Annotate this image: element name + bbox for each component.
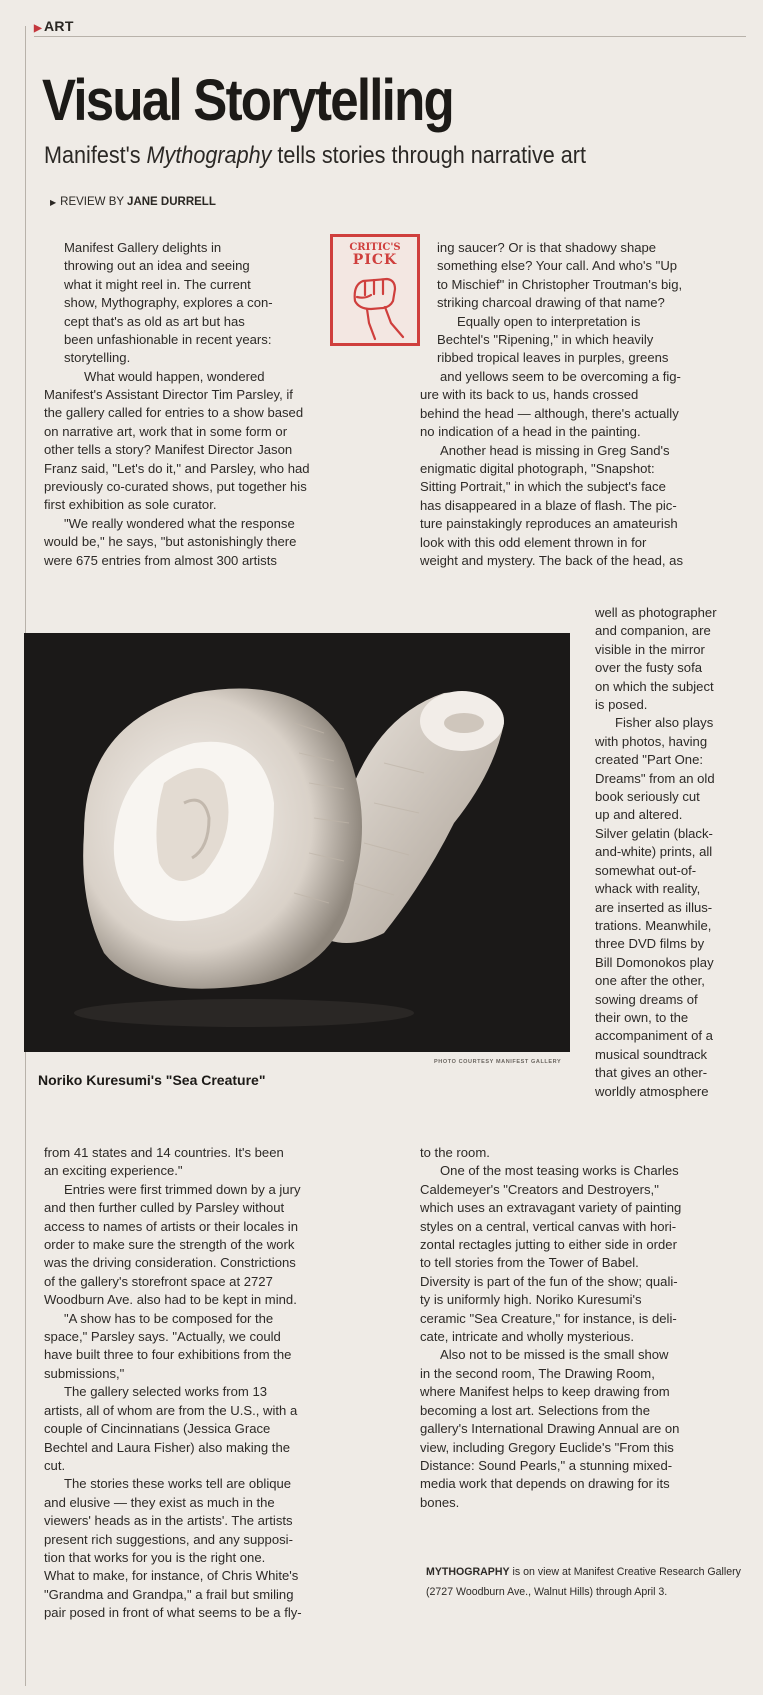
text-line: ty is uniformly high. Noriko Kuresumi's [420, 1292, 642, 1308]
byline [50, 196, 216, 208]
text-line: and companion, are [595, 623, 711, 639]
text-line: Franz said, "Let's do it," and Parsley, who had [44, 460, 310, 476]
text-line: tion that works for you is the right one. [44, 1549, 266, 1565]
badge-line1: CRITIC'S [349, 242, 401, 253]
text-line: from 41 states and 14 countries. It's been [44, 1145, 284, 1160]
text-line: The stories these works tell are oblique [64, 1476, 292, 1492]
text-line: weight and mystery. The back of the head, as [420, 553, 683, 569]
text-line: styles on a central, vertical canvas with hori- [420, 1218, 677, 1234]
text-line: The gallery selected works from 13 [64, 1384, 268, 1400]
byline-author: JANE DURRELL [127, 196, 216, 208]
text-line: ing saucer? Or is that shadowy shape [437, 240, 657, 255]
text-line: Manifest Gallery delights in [64, 240, 222, 255]
text-line: throwing out an idea and seeing [64, 258, 250, 274]
raised-fist-icon [343, 271, 409, 341]
text-line: "Grandma and Grandpa," a frail but smiling [44, 1586, 294, 1602]
text-line: viewers' heads as in the artists'. The artists [44, 1513, 293, 1529]
text-line: What to make, for instance, of Chris White's [44, 1568, 299, 1584]
text-line: What would happen, wondered [84, 368, 265, 384]
text-line: and elusive — they exist as much in the [44, 1494, 275, 1510]
text-line: submissions," [44, 1365, 125, 1381]
text-line: is posed. [595, 697, 648, 713]
text-line: one after the other, [595, 973, 705, 989]
text-line: access to names of artists or their locales in [44, 1218, 298, 1234]
text-line: on which the subject [595, 678, 714, 694]
text-line: accompaniment of a [595, 1028, 713, 1044]
text-line: Bechtel and Laura Fisher) also making the [44, 1439, 291, 1455]
text-line: ure with its back to us, hands crossed [420, 387, 639, 403]
text-line: Bechtel's "Ripening," in which heavily [437, 332, 654, 348]
exhibit-title: MYTHOGRAPHY [426, 1566, 510, 1578]
section-label-text: ART [44, 18, 74, 34]
exhibit-info [426, 1562, 746, 1602]
text-line: on narrative art, work that in some form or [44, 423, 288, 439]
text-line: have built three to four exhibitions from the [44, 1347, 292, 1363]
sea-creature-sculpture [24, 633, 570, 1052]
text-line: media work that depends on drawing for its [420, 1476, 670, 1492]
text-line: well as photographer [595, 605, 717, 620]
text-line: order to make sure the strength of the work [44, 1237, 295, 1253]
text-line: ribbed tropical leaves in purples, greens [437, 350, 669, 366]
text-line: were 675 entries from almost 300 artists [44, 552, 277, 568]
text-line: Sitting Portrait," in which the subject's face [420, 479, 666, 495]
text-line: whack with reality, [595, 881, 701, 897]
text-line: and then further culled by Parsley without [44, 1200, 285, 1216]
text-line: over the fusty sofa [595, 660, 702, 676]
text-line: ture painstakingly reproduces an amateurish [420, 516, 678, 532]
triangle-icon: ▶ [34, 23, 42, 34]
critics-pick-badge [330, 234, 420, 346]
text-line: something else? Your call. And who's "Up [437, 258, 678, 274]
text-line: look with this odd element thrown in for [420, 534, 647, 550]
text-line: where Manifest helps to keep drawing from [420, 1384, 670, 1400]
exhibit-details: is on view at Manifest Creative Research Gallery (2727 Woodburn Ave., Walnut Hills) through April 3. [426, 1566, 741, 1598]
text-line: which uses an extravagant variety of painting [420, 1200, 682, 1216]
text-line: zontal rectagles jutting to either side in order [420, 1237, 677, 1253]
text-line: to tell stories from the Tower of Babel. [420, 1255, 639, 1271]
column-2-bottom [420, 1144, 750, 1512]
text-line: that gives an other- [595, 1065, 708, 1081]
triangle-icon: ▶ [50, 198, 57, 207]
text-line: to Mischief" in Christopher Troutman's big, [437, 276, 683, 292]
text-line: and yellows seem to be overcoming a fig- [440, 369, 681, 384]
text-line: the gallery called for entries to a show based [44, 405, 304, 421]
text-line: other tells a story? Manifest Director Jason [44, 442, 293, 458]
text-line: "A show has to be composed for the [64, 1310, 274, 1326]
text-line: was the driving consideration. Constrictions [44, 1255, 296, 1271]
text-line: gallery's International Drawing Annual are on [420, 1421, 680, 1437]
text-line: Manifest's Assistant Director Tim Parsley, if [44, 387, 293, 402]
column-3-narrow [595, 604, 755, 1101]
text-line: somewhat out-of- [595, 862, 697, 878]
text-line: book seriously cut [595, 789, 700, 805]
deck-post: tells stories through narrative art [271, 142, 586, 169]
byline-prefix: REVIEW BY [60, 196, 128, 208]
text-line: striking charcoal drawing of that name? [437, 295, 665, 311]
text-line: present rich suggestions, and any supposi- [44, 1531, 293, 1547]
text-line: space," Parsley says. "Actually, we could [44, 1329, 281, 1345]
text-line: Caldemeyer's "Creators and Destroyers," [420, 1181, 659, 1197]
text-line: visible in the mirror [595, 641, 705, 657]
column-1-top-b [44, 386, 389, 570]
text-line: are inserted as illus- [595, 899, 713, 915]
text-line: been unfashionable in recent years: [64, 332, 272, 348]
deck [44, 142, 586, 170]
text-line: has disappeared in a blaze of flash. The pic- [420, 497, 677, 513]
text-line: Dreams" from an old [595, 770, 715, 786]
text-line: Distance: Sound Pearls," a stunning mixed- [420, 1457, 673, 1473]
photo-caption: Noriko Kuresumi's "Sea Creature" [38, 1072, 266, 1088]
column-2-top-b [420, 368, 750, 570]
text-line: created "Part One: [595, 752, 703, 768]
text-line: One of the most teasing works is Charles [440, 1163, 679, 1179]
text-line: and-white) prints, all [595, 844, 713, 860]
text-line: previously co-curated shows, put together his [44, 479, 307, 495]
text-line: sowing dreams of [595, 991, 698, 1007]
text-line: cate, intricate and wholly mysterious. [420, 1329, 634, 1345]
text-line: to the room. [420, 1145, 490, 1160]
text-line: with photos, having [595, 733, 708, 749]
text-line: "We really wondered what the response [64, 515, 295, 531]
section-label [34, 18, 74, 34]
text-line: behind the head — although, there's actually [420, 405, 679, 421]
text-line: Fisher also plays [615, 715, 714, 731]
text-line: of the gallery's storefront space at 2727 [44, 1273, 273, 1289]
text-line: Bill Domonokos play [595, 954, 714, 970]
text-line: an exciting experience." [44, 1163, 183, 1179]
text-line: in the second room, The Drawing Room, [420, 1365, 655, 1381]
header-rule [34, 36, 746, 37]
text-line: three DVD films by [595, 936, 705, 952]
text-line: Diversity is part of the fun of the show; quali- [420, 1273, 678, 1289]
text-line: Entries were first trimmed down by a jury [64, 1181, 301, 1197]
text-line: would be," he says, "but astonishingly there [44, 534, 297, 550]
text-line: Equally open to interpretation is [457, 313, 641, 329]
text-line: no indication of a head in the painting. [420, 424, 641, 440]
text-line: show, Mythography, explores a con- [64, 295, 273, 311]
column-2-top [437, 239, 747, 368]
text-line: bones. [420, 1494, 460, 1510]
text-line: view, including Gregory Euclide's "From this [420, 1439, 674, 1455]
column-1-bottom [44, 1144, 389, 1623]
text-line: Also not to be missed is the small show [440, 1347, 669, 1363]
text-line: ceramic "Sea Creature," for instance, is deli- [420, 1310, 677, 1326]
headline: Visual Storytelling [42, 68, 453, 133]
text-line: artists, all of whom are from the U.S., with a [44, 1402, 298, 1418]
text-line: Another head is missing in Greg Sand's [440, 442, 670, 458]
text-line: cut. [44, 1457, 66, 1473]
text-line: first exhibition as sole curator. [44, 497, 217, 513]
text-line: enigmatic digital photograph, "Snapshot: [420, 461, 655, 477]
text-line: couple of Cincinnatians (Jessica Grace [44, 1421, 271, 1437]
text-line: worldly atmosphere [595, 1083, 709, 1099]
column-1-top [64, 239, 322, 386]
text-line: cept that's as old as art but has [64, 313, 245, 329]
artwork-photo [24, 633, 570, 1052]
deck-title: Mythography [146, 142, 272, 169]
text-line: what it might reel in. The current [64, 276, 251, 292]
text-line: their own, to the [595, 1009, 689, 1025]
text-line: trations. Meanwhile, [595, 917, 712, 933]
text-line: pair posed in front of what seems to be a fly- [44, 1605, 302, 1621]
text-line: storytelling. [64, 350, 131, 366]
text-line: Silver gelatin (black- [595, 825, 713, 841]
photo-credit: PHOTO COURTESY MANIFEST GALLERY [434, 1059, 562, 1065]
text-line: Woodburn Ave. also had to be kept in mind. [44, 1292, 297, 1308]
text-line: musical soundtrack [595, 1046, 708, 1062]
deck-pre: Manifest's [44, 142, 147, 169]
badge-line2: PICK [352, 252, 398, 268]
text-line: becoming a lost art. Selections from the [420, 1402, 650, 1418]
text-line: up and altered. [595, 807, 683, 823]
